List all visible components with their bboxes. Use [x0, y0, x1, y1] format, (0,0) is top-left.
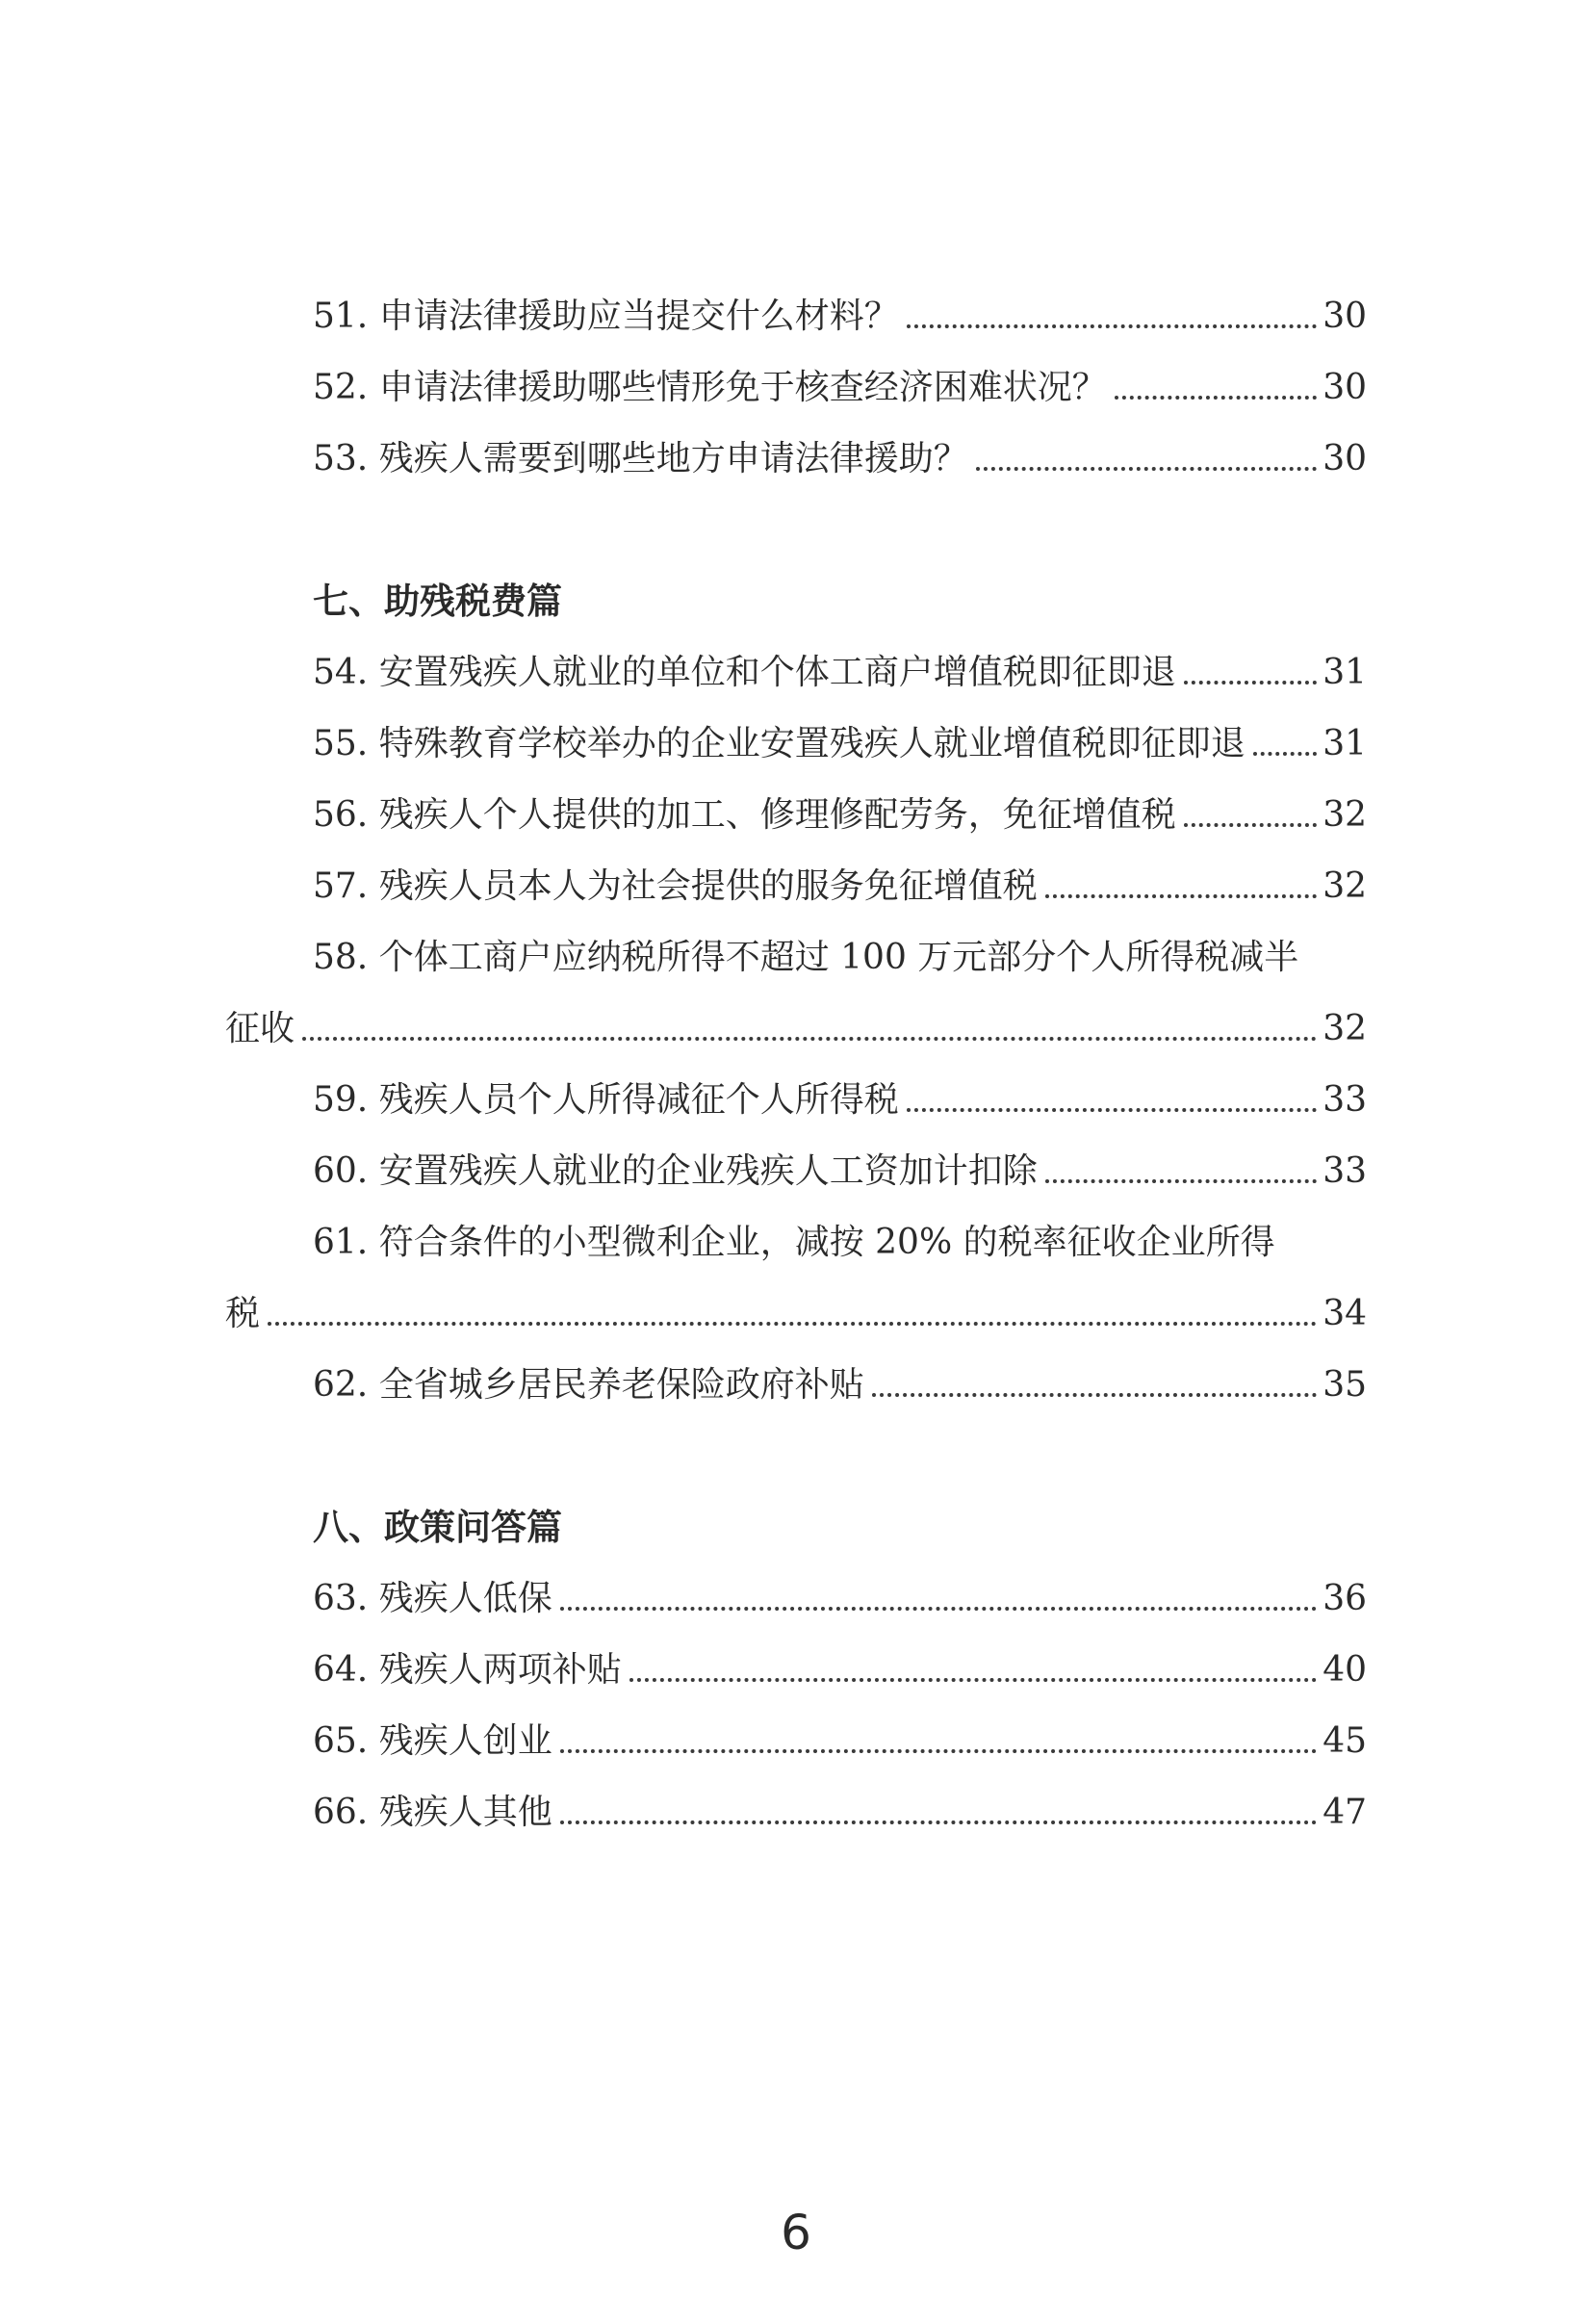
toc-entry-page: 33 [1322, 1080, 1367, 1120]
dot-leader [268, 1322, 1317, 1326]
toc-entry-page: 34 [1322, 1294, 1367, 1333]
toc-entry-page: 40 [1322, 1650, 1367, 1690]
dot-leader [1115, 396, 1317, 400]
dot-leader [1045, 1179, 1317, 1183]
toc-entry-63[interactable] [313, 1563, 1367, 1635]
toc-entry-57[interactable] [313, 851, 1367, 922]
toc-entry-page: 30 [1322, 297, 1367, 336]
toc-entry-page: 32 [1322, 866, 1367, 906]
toc-entry-title: 66. 残疾人其他 [313, 1793, 552, 1832]
toc-entry-title: 58. 个体工商户应纳税所得不超过 100 万元部分个人所得税减半 [313, 938, 1299, 977]
toc-entry-title: 56. 残疾人个人提供的加工、修理修配劳务，免征增值税 [313, 795, 1176, 835]
toc-entry-title-continuation: 征收 [225, 1009, 295, 1048]
dot-leader [302, 1037, 1317, 1041]
toc-entry-title: 62. 全省城乡居民养老保险政府补贴 [313, 1365, 864, 1405]
dot-leader [1184, 823, 1317, 827]
dot-leader [976, 467, 1317, 471]
dot-leader [560, 1607, 1317, 1611]
dot-leader [1184, 681, 1317, 684]
toc-entry-52[interactable] [313, 352, 1367, 424]
toc-entry-60[interactable] [313, 1136, 1367, 1207]
dot-leader [560, 1820, 1317, 1824]
toc-entry-61[interactable] [313, 1207, 1367, 1278]
toc-entry-66[interactable] [313, 1777, 1367, 1848]
toc-entry-page: 30 [1322, 368, 1367, 407]
toc-entry-title: 52. 申请法律援助哪些情形免于核查经济困难状况？ [313, 368, 1107, 407]
toc-entry-page: 32 [1322, 795, 1367, 835]
section-heading-qa: 八、政策问答篇 [313, 1507, 562, 1548]
toc-entry-65[interactable] [313, 1706, 1367, 1777]
toc-entry-title: 57. 残疾人员本人为社会提供的服务免征增值税 [313, 866, 1038, 906]
dot-leader [872, 1393, 1317, 1397]
dot-leader [907, 1108, 1317, 1112]
toc-entry-58-continuation[interactable] [225, 994, 1367, 1065]
toc-entry-title: 54. 安置残疾人就业的单位和个体工商户增值税即征即退 [313, 653, 1176, 692]
toc-entry-title: 51. 申请法律援助应当提交什么材料？ [313, 297, 899, 336]
dot-leader [560, 1749, 1317, 1753]
toc-entry-59[interactable] [313, 1065, 1367, 1136]
dot-leader [1045, 894, 1317, 898]
toc-entry-title: 53. 残疾人需要到哪些地方申请法律援助？ [313, 439, 968, 478]
toc-entry-64[interactable] [313, 1635, 1367, 1706]
toc-entry-title-continuation: 税 [225, 1294, 261, 1333]
toc-entry-page: 31 [1322, 653, 1367, 692]
dot-leader [629, 1678, 1317, 1682]
toc-entry-title: 65. 残疾人创业 [313, 1721, 552, 1761]
toc-entry-54[interactable] [313, 637, 1367, 709]
toc-entry-title: 61. 符合条件的小型微利企业，减按 20% 的税率征收企业所得 [313, 1223, 1275, 1262]
toc-entry-51[interactable] [313, 281, 1367, 352]
toc-entry-55[interactable] [313, 709, 1367, 780]
dot-leader [1253, 752, 1317, 756]
page-number: 6 [781, 2205, 811, 2260]
toc-entry-title: 60. 安置残疾人就业的企业残疾人工资加计扣除 [313, 1151, 1038, 1191]
toc-entry-page: 47 [1322, 1793, 1367, 1832]
toc-entry-page: 36 [1322, 1579, 1367, 1618]
toc-entry-56[interactable] [313, 780, 1367, 851]
toc-entry-page: 33 [1322, 1151, 1367, 1191]
toc-entry-58[interactable] [313, 922, 1367, 994]
dot-leader [907, 324, 1317, 328]
toc-entry-page: 45 [1322, 1721, 1367, 1761]
toc-entry-title: 55. 特殊教育学校举办的企业安置残疾人就业增值税即征即退 [313, 724, 1245, 763]
toc-entry-53[interactable] [313, 424, 1367, 495]
toc-entry-page: 35 [1322, 1365, 1367, 1405]
toc-entry-page: 30 [1322, 439, 1367, 478]
toc-entry-title: 59. 残疾人员个人所得减征个人所得税 [313, 1080, 899, 1120]
toc-entry-title: 64. 残疾人两项补贴 [313, 1650, 622, 1690]
toc-entry-page: 32 [1322, 1009, 1367, 1048]
toc-entry-61-continuation[interactable] [225, 1278, 1367, 1350]
toc-entry-62[interactable] [313, 1350, 1367, 1421]
toc-entry-page: 31 [1322, 724, 1367, 763]
toc-entry-title: 63. 残疾人低保 [313, 1579, 552, 1618]
section-heading-tax: 七、助残税费篇 [313, 581, 562, 622]
